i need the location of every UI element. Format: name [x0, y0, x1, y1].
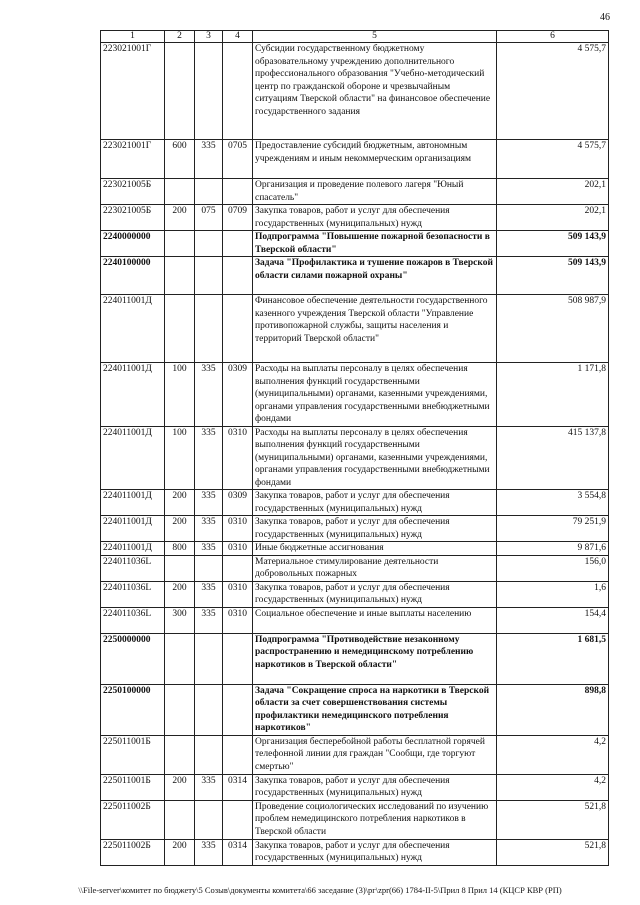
code-cell: 224011036L: [101, 581, 165, 607]
budget-table: [100, 30, 609, 866]
code-cell: 223021005Б: [101, 179, 165, 205]
name-cell: Задача "Профилактика и тушение пожаров в Тверской области силами пожарной охраны": [253, 257, 497, 295]
code-cell: 225011002Б: [101, 800, 165, 839]
column-header: 2: [165, 31, 195, 43]
kvr-cell: 200: [165, 205, 195, 231]
amount-cell: 509 143,9: [497, 257, 609, 295]
rz-cell: 335: [195, 839, 223, 865]
pr-cell: 0705: [223, 140, 253, 179]
name-cell: Проведение социологических исследований по изучению проблем немедицинского потребления наркотиков в Тверской области: [253, 800, 497, 839]
name-cell: Иные бюджетные ассигнования: [253, 542, 497, 556]
name-cell: Подпрограмма "Противодействие незаконному распространению и немедицинскому потреблению наркотиков в Тверской области": [253, 633, 497, 684]
table-row: [101, 490, 609, 516]
table-row: [101, 800, 609, 839]
name-cell: Организация и проведение полевого лагеря "Юный спасатель": [253, 179, 497, 205]
page-number: 46: [600, 12, 610, 23]
pr-cell: 0314: [223, 839, 253, 865]
code-cell: 223021001Г: [101, 140, 165, 179]
name-cell: Социальное обеспечение и иные выплаты населению: [253, 607, 497, 633]
code-cell: 224011036L: [101, 555, 165, 581]
pr-cell: 0310: [223, 607, 253, 633]
kvr-cell: [165, 735, 195, 774]
column-header: 3: [195, 31, 223, 43]
pr-cell: 0309: [223, 363, 253, 427]
rz-cell: [195, 633, 223, 684]
column-header: 4: [223, 31, 253, 43]
rz-cell: [195, 231, 223, 257]
code-cell: 2240000000: [101, 231, 165, 257]
amount-cell: 79 251,9: [497, 516, 609, 542]
rz-cell: [195, 735, 223, 774]
code-cell: 224011001Д: [101, 363, 165, 427]
name-cell: Закупка товаров, работ и услуг для обеспечения государственных (муниципальных) нужд: [253, 839, 497, 865]
amount-cell: 1 681,5: [497, 633, 609, 684]
amount-cell: 1 171,8: [497, 363, 609, 427]
column-header: 6: [497, 31, 609, 43]
table-row: [101, 426, 609, 490]
table-row: [101, 231, 609, 257]
rz-cell: 075: [195, 205, 223, 231]
table-row: [101, 633, 609, 684]
amount-cell: 9 871,6: [497, 542, 609, 556]
amount-cell: 3 554,8: [497, 490, 609, 516]
table-row: [101, 542, 609, 556]
code-cell: 2240100000: [101, 257, 165, 295]
amount-cell: 202,1: [497, 205, 609, 231]
amount-cell: 521,8: [497, 800, 609, 839]
pr-cell: [223, 179, 253, 205]
rz-cell: 335: [195, 542, 223, 556]
rz-cell: 335: [195, 140, 223, 179]
table-row: [101, 839, 609, 865]
code-cell: 223021001Г: [101, 43, 165, 140]
name-cell: Закупка товаров, работ и услуг для обеспечения государственных (муниципальных) нужд: [253, 205, 497, 231]
kvr-cell: 200: [165, 581, 195, 607]
code-cell: 225011001Б: [101, 774, 165, 800]
column-header: 1: [101, 31, 165, 43]
table-row: [101, 43, 609, 140]
rz-cell: [195, 179, 223, 205]
pr-cell: 0309: [223, 490, 253, 516]
table-row: [101, 179, 609, 205]
kvr-cell: 200: [165, 774, 195, 800]
rz-cell: [195, 684, 223, 735]
pr-cell: [223, 43, 253, 140]
pr-cell: 0310: [223, 542, 253, 556]
amount-cell: 521,8: [497, 839, 609, 865]
column-header: 5: [253, 31, 497, 43]
pr-cell: 0310: [223, 581, 253, 607]
pr-cell: [223, 800, 253, 839]
rz-cell: 335: [195, 607, 223, 633]
code-cell: 223021005Б: [101, 205, 165, 231]
file-path-footer: \\File-server\комитет по бюджету\5 Созыв\документы комитета\66 заседание (3)\рг\zpr(66) 1784-II-5\Прил 8 Прил 14 (КЦСР КВР (РП): [78, 885, 562, 895]
rz-cell: 335: [195, 581, 223, 607]
code-cell: 224011001Д: [101, 516, 165, 542]
name-cell: Закупка товаров, работ и услуг для обеспечения государственных (муниципальных) нужд: [253, 581, 497, 607]
name-cell: Предоставление субсидий бюджетным, автономным учреждениям и иным некоммерческим организациям: [253, 140, 497, 179]
pr-cell: [223, 555, 253, 581]
kvr-cell: 600: [165, 140, 195, 179]
kvr-cell: 800: [165, 542, 195, 556]
rz-cell: [195, 800, 223, 839]
table-body: [101, 43, 609, 866]
column-number-row: [101, 31, 609, 43]
code-cell: 2250100000: [101, 684, 165, 735]
table-row: [101, 607, 609, 633]
pr-cell: 0310: [223, 426, 253, 490]
amount-cell: 156,0: [497, 555, 609, 581]
amount-cell: 898,8: [497, 684, 609, 735]
table-row: [101, 363, 609, 427]
table-row: [101, 516, 609, 542]
pr-cell: 0310: [223, 516, 253, 542]
table-row: [101, 684, 609, 735]
rz-cell: [195, 257, 223, 295]
amount-cell: 4 575,7: [497, 140, 609, 179]
table-row: [101, 257, 609, 295]
name-cell: Расходы на выплаты персоналу в целях обеспечения выполнения функций государственными (муниципальными) органами, казенными учреждениями, органами управления государственными внебюджетными фондами: [253, 426, 497, 490]
code-cell: 225011002Б: [101, 839, 165, 865]
rz-cell: [195, 555, 223, 581]
kvr-cell: 200: [165, 516, 195, 542]
rz-cell: 335: [195, 363, 223, 427]
name-cell: Расходы на выплаты персоналу в целях обеспечения выполнения функций государственными (муниципальными) органами, казенными учреждениями, органами управления государственными внебюджетными фондами: [253, 363, 497, 427]
pr-cell: [223, 257, 253, 295]
kvr-cell: [165, 257, 195, 295]
amount-cell: 4 575,7: [497, 43, 609, 140]
name-cell: Финансовое обеспечение деятельности государственного казенного учреждения Тверской области "Управление противопожарной службы, защиты населения и территорий Тверской области": [253, 295, 497, 363]
pr-cell: [223, 231, 253, 257]
pr-cell: [223, 295, 253, 363]
name-cell: Организация бесперебойной работы бесплатной горячей телефонной линии для граждан "Сообщи, где торгуют смертью": [253, 735, 497, 774]
kvr-cell: [165, 800, 195, 839]
pr-cell: 0314: [223, 774, 253, 800]
name-cell: Закупка товаров, работ и услуг для обеспечения государственных (муниципальных) нужд: [253, 516, 497, 542]
pr-cell: [223, 735, 253, 774]
code-cell: 224011001Д: [101, 426, 165, 490]
name-cell: Закупка товаров, работ и услуг для обеспечения государственных (муниципальных) нужд: [253, 774, 497, 800]
table-row: [101, 205, 609, 231]
amount-cell: 4,2: [497, 774, 609, 800]
pr-cell: [223, 633, 253, 684]
kvr-cell: 200: [165, 490, 195, 516]
amount-cell: 508 987,9: [497, 295, 609, 363]
name-cell: Материальное стимулирование деятельности добровольных пожарных: [253, 555, 497, 581]
kvr-cell: 100: [165, 363, 195, 427]
amount-cell: 4,2: [497, 735, 609, 774]
rz-cell: 335: [195, 774, 223, 800]
name-cell: Субсидии государственному бюджетному образовательному учреждению дополнительного профессионального образования "Учебно-методический центр по гражданской обороне и чрезвычайным ситуациям Тверской области" на финансовое обеспечение государственного задания: [253, 43, 497, 140]
amount-cell: 154,4: [497, 607, 609, 633]
kvr-cell: [165, 231, 195, 257]
code-cell: 2250000000: [101, 633, 165, 684]
table-row: [101, 774, 609, 800]
kvr-cell: 300: [165, 607, 195, 633]
kvr-cell: [165, 179, 195, 205]
name-cell: Подпрограмма "Повышение пожарной безопасности в Тверской области": [253, 231, 497, 257]
rz-cell: 335: [195, 426, 223, 490]
code-cell: 225011001Б: [101, 735, 165, 774]
kvr-cell: 100: [165, 426, 195, 490]
kvr-cell: [165, 43, 195, 140]
pr-cell: [223, 684, 253, 735]
code-cell: 224011036L: [101, 607, 165, 633]
kvr-cell: [165, 555, 195, 581]
amount-cell: 415 137,8: [497, 426, 609, 490]
table-row: [101, 735, 609, 774]
kvr-cell: [165, 633, 195, 684]
rz-cell: [195, 43, 223, 140]
kvr-cell: [165, 295, 195, 363]
table-row: [101, 555, 609, 581]
amount-cell: 1,6: [497, 581, 609, 607]
pr-cell: 0709: [223, 205, 253, 231]
rz-cell: [195, 295, 223, 363]
code-cell: 224011001Д: [101, 295, 165, 363]
amount-cell: 202,1: [497, 179, 609, 205]
amount-cell: 509 143,9: [497, 231, 609, 257]
rz-cell: 335: [195, 490, 223, 516]
kvr-cell: 200: [165, 839, 195, 865]
code-cell: 224011001Д: [101, 542, 165, 556]
name-cell: Закупка товаров, работ и услуг для обеспечения государственных (муниципальных) нужд: [253, 490, 497, 516]
table-row: [101, 581, 609, 607]
rz-cell: 335: [195, 516, 223, 542]
table-row: [101, 140, 609, 179]
code-cell: 224011001Д: [101, 490, 165, 516]
kvr-cell: [165, 684, 195, 735]
name-cell: Задача "Сокращение спроса на наркотики в Тверской области за счет совершенствования системы профилактики немедицинского потребления наркотиков": [253, 684, 497, 735]
table-row: [101, 295, 609, 363]
